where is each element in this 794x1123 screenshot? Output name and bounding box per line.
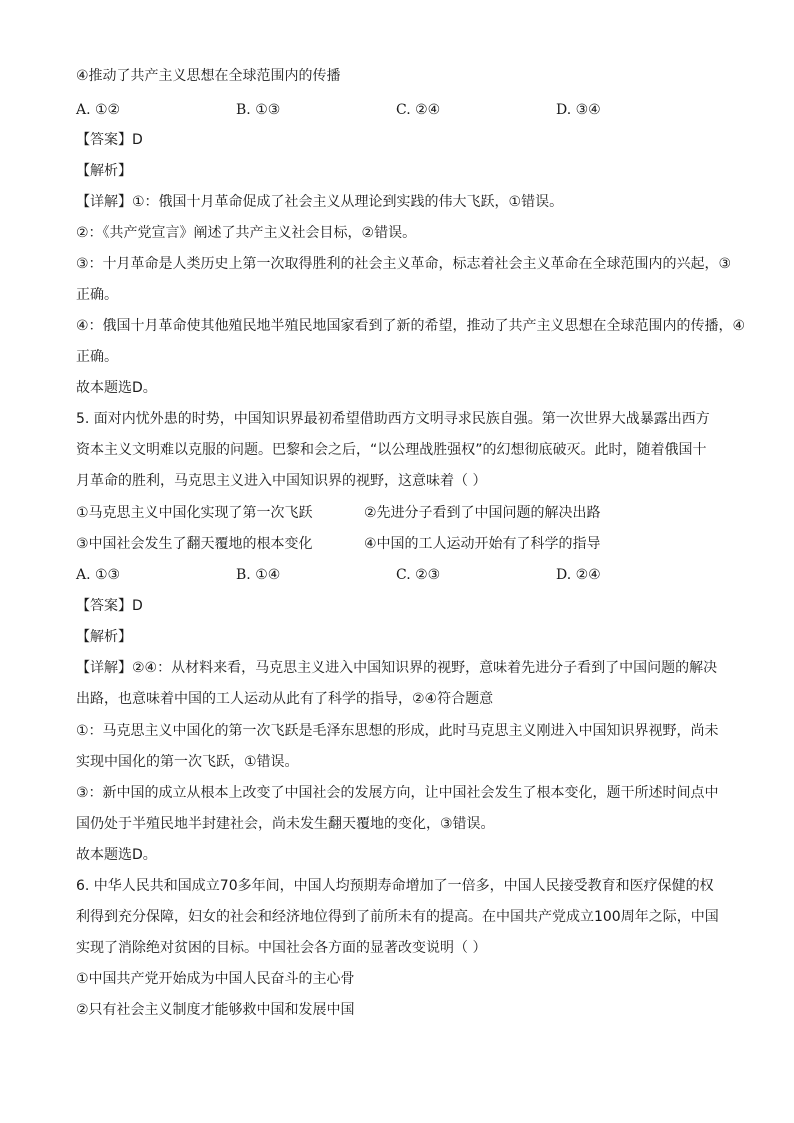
q4-conclusion: 故本题选D。 (76, 380, 157, 396)
q5-detail-line: 【详解】②④：从材料来看，马克思主义进入中国知识界的视野，意味着先进分子看到了中国问题的解决 (76, 660, 718, 676)
q6-stem-line: 实现了消除绝对贫困的目标。中国社会各方面的显著改变说明（ ） (76, 940, 487, 956)
q5-item-4: ④中国的工人运动开始有了科学的指导 (364, 536, 601, 552)
q5-stem-line: 月革命的胜利，马克思主义进入中国知识界的视野，这意味着（ ） (76, 473, 487, 489)
q5-stem-line: 5. 面对内忧外患的时势，中国知识界最初希望借助西方文明寻求民族自强。第一次世界大战暴露出西方 (76, 411, 710, 427)
q5-detail-line: 国仍处于半殖民地半封建社会，尚未发生翻天覆地的变化，③错误。 (76, 816, 495, 832)
q5-answer: 【答案】D (76, 598, 143, 614)
q4-option-a: A. ①② (76, 102, 121, 118)
q6-stem-line: 利得到充分保障，妇女的社会和经济地位得到了前所未有的提高。在中国共产党成立100周年之际，中国 (76, 909, 719, 925)
q6-stem-line: 6. 中华人民共和国成立70多年间，中国人均预期寿命增加了一倍多，中国人民接受教育和医疗保健的权 (76, 878, 714, 894)
q5-detail-line: ③：新中国的成立从根本上改变了中国社会的发展方向，让中国社会发生了根本变化，题干所述时间点中 (76, 785, 719, 801)
q4-option-c: C. ②④ (396, 102, 441, 118)
q6-item-2: ②只有社会主义制度才能够救中国和发展中国 (76, 1002, 355, 1018)
q4-option-d: D. ③④ (556, 102, 601, 118)
q4-item-4: ④推动了共产主义思想在全球范围内的传播 (76, 68, 341, 84)
q5-option-a: A. ①③ (76, 567, 121, 583)
q5-conclusion: 故本题选D。 (76, 847, 157, 863)
q5-item-1: ①马克思主义中国化实现了第一次飞跃 (76, 505, 313, 521)
q5-option-c: C. ②③ (396, 567, 441, 583)
q4-detail-line: 正确。 (76, 287, 118, 303)
q5-detail-line: ①：马克思主义中国化的第一次飞跃是毛泽东思想的形成，此时马克思主义刚进入中国知识界视野，尚未 (76, 723, 719, 739)
q4-detail-line: 【详解】①：俄国十月革命促成了社会主义从理论到实践的伟大飞跃，①错误。 (76, 194, 564, 210)
q5-detail-line: 出路，也意味着中国的工人运动从此有了科学的指导，②④符合题意 (76, 691, 494, 707)
q4-option-b: B. ①③ (236, 102, 281, 118)
q5-option-d: D. ②④ (556, 567, 601, 583)
q6-item-1: ①中国共产党开始成为中国人民奋斗的主心骨 (76, 971, 355, 987)
q5-option-b: B. ①④ (236, 567, 281, 583)
q5-analysis-heading: 【解析】 (76, 629, 132, 645)
q4-detail-line: 正确。 (76, 349, 118, 365)
q4-analysis-heading: 【解析】 (76, 163, 132, 179)
q4-answer: 【答案】D (76, 132, 143, 148)
q5-stem-line: 资本主义文明难以克服的问题。巴黎和会之后，“以公理战胜强权”的幻想彻底破灭。此时，随着俄国十 (76, 442, 707, 458)
q4-detail-line: ③：十月革命是人类历史上第一次取得胜利的社会主义革命，标志着社会主义革命在全球范围内的兴起，③ (76, 256, 732, 272)
q5-detail-line: 实现中国化的第一次飞跃，①错误。 (76, 754, 299, 770)
q4-detail-line: ②：《共产党宣言》阐述了共产主义社会目标，②错误。 (76, 225, 417, 241)
q4-detail-line: ④：俄国十月革命使其他殖民地半殖民地国家看到了新的希望，推动了共产主义思想在全球范围内的传播，④ (76, 318, 746, 334)
q5-item-3: ③中国社会发生了翻天覆地的根本变化 (76, 536, 313, 552)
q5-item-2: ②先进分子看到了中国问题的解决出路 (364, 505, 601, 521)
